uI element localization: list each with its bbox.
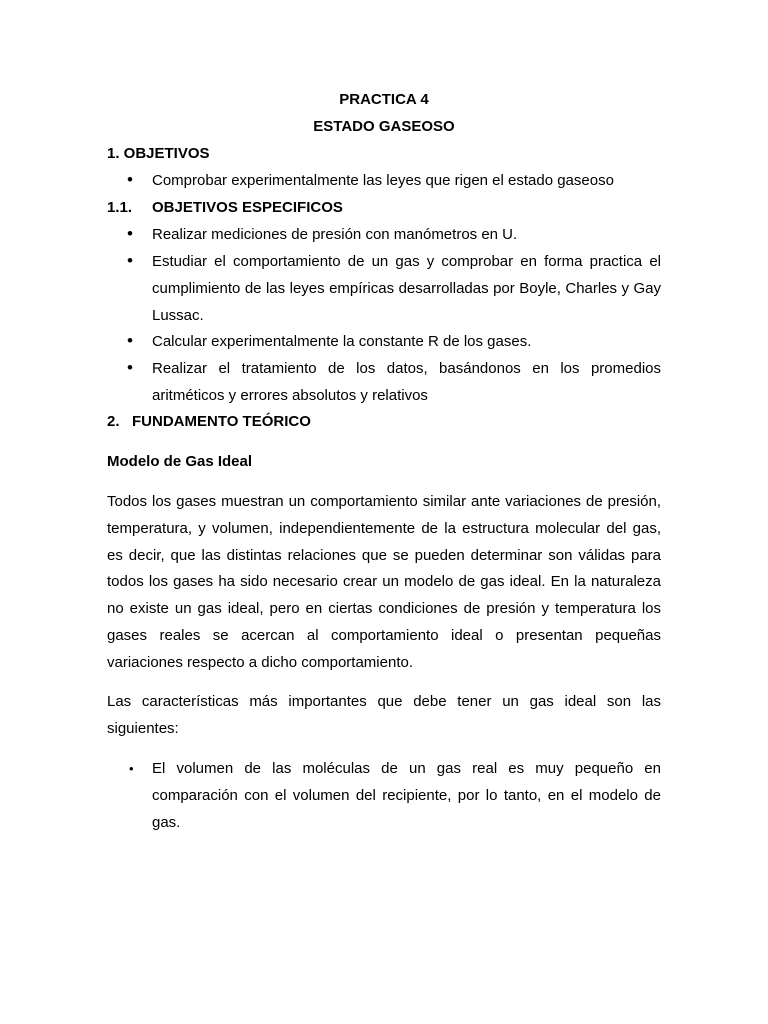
section-title: OBJETIVOS ESPECIFICOS <box>152 199 343 216</box>
list-item: Calcular experimentalmente la constante R de los gases. <box>152 333 532 350</box>
list-item: Estudiar el comportamiento de un gas y comprobar en forma practica el cumplimiento de las leyes empíricas desarrolladas por Boyle, Charles y Gay Lussac. <box>152 253 661 324</box>
section-heading-fundamento-teorico <box>107 409 661 436</box>
bullet-marker: • <box>127 224 133 243</box>
bullet-marker: • <box>129 761 134 776</box>
bullet-marker: • <box>127 170 133 189</box>
section-title: FUNDAMENTO TEÓRICO <box>132 413 311 430</box>
document-title: PRACTICA 4 <box>339 91 429 108</box>
section-heading-objetivos: 1. OBJETIVOS <box>107 145 210 162</box>
document-subtitle: ESTADO GASEOSO <box>313 118 455 135</box>
subheading-modelo-gas-ideal: Modelo de Gas Ideal <box>107 453 253 470</box>
body-paragraph: Todos los gases muestran un comportamiento similar ante variaciones de presión, temperatura, y volumen, independientemente de la estructura molecular del gas, es decir, que las distintas relaciones que se pueden determinar son válidas para todos los gases ha sido necesario crear un modelo de gas ideal. En la naturaleza no existe un gas ideal, pero en ciertas condiciones de presión y temperatura los gases reales se acercan al comportamiento ideal o presentan pequeñas variaciones respecto a dicho comportamiento. <box>107 493 661 671</box>
section-number: 1.1. <box>107 199 133 216</box>
bullet-marker: • <box>127 251 133 270</box>
list-item: Comprobar experimentalmente las leyes que rigen el estado gaseoso <box>152 172 614 189</box>
body-paragraph: Las características más importantes que debe tener un gas ideal son las siguientes: <box>107 693 661 737</box>
list-item: El volumen de las moléculas de un gas real es muy pequeño en comparación con el volumen del recipiente, por lo tanto, en el modelo de gas. <box>152 760 661 831</box>
section-number: 2. <box>107 413 120 430</box>
bullet-marker: • <box>127 331 133 350</box>
list-item: Realizar el tratamiento de los datos, basándonos en los promedios aritméticos y errores absolutos y relativos <box>152 360 661 404</box>
bullet-marker: • <box>127 358 133 377</box>
list-item: Realizar mediciones de presión con manómetros en U. <box>152 226 518 243</box>
section-heading-objetivos-especificos <box>107 195 661 222</box>
